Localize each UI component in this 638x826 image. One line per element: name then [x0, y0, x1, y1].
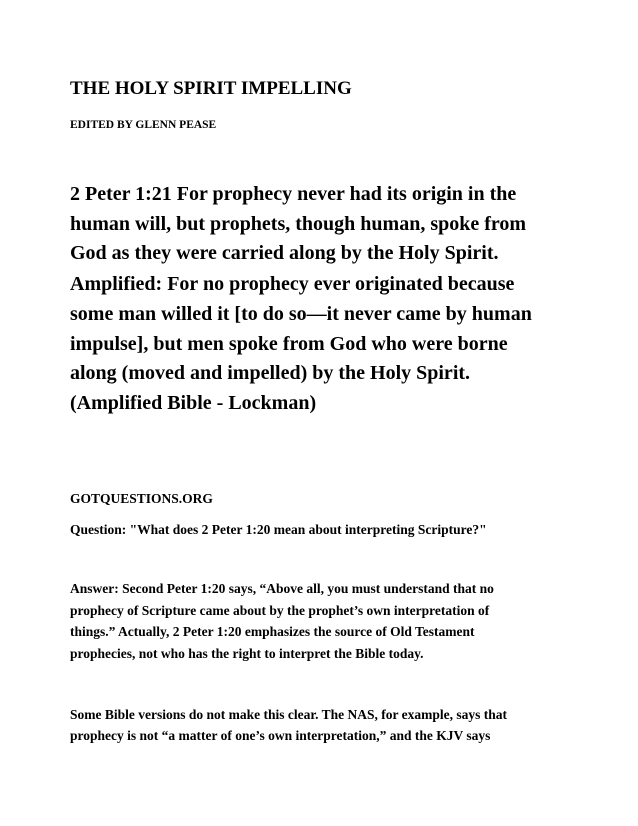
answer-line: prophecy of Scripture came about by the prophet’s own interpretation of: [70, 602, 490, 618]
amplified-line: Amplified: For no prophecy ever originated because: [70, 273, 515, 295]
body-line: Some Bible versions do not make this clear. The NAS, for example, says that: [70, 707, 508, 722]
question-text: Question: "What does 2 Peter 1:20 mean about interpreting Scripture?": [70, 522, 487, 537]
answer-line: Answer: Second Peter 1:20 says, “Above all, you must understand that no: [70, 581, 494, 596]
document-title: THE HOLY SPIRIT IMPELLING: [70, 78, 352, 99]
amplified-line: along (moved and impelled) by the Holy Spirit.: [70, 362, 471, 385]
body-line: prophecy is not “a matter of one’s own interpretation,” and the KJV says: [70, 728, 491, 743]
body-paragraph: [70, 704, 507, 746]
amplified-line: (Amplified Bible - Lockman): [70, 392, 317, 415]
verse-line: 2 Peter 1:21 For prophecy never had its origin in the: [70, 183, 517, 205]
amplified-line: some man willed it [to do so—it never came by human: [70, 302, 532, 325]
source-heading: GOTQUESTIONS.ORG: [70, 491, 213, 506]
amplified-line: impulse], but men spoke from God who were borne: [70, 332, 508, 355]
verse-line: human will, but prophets, though human, spoke from: [70, 212, 527, 235]
answer-line: prophecies, not who has the right to interpret the Bible today.: [70, 645, 424, 661]
answer-paragraph: [70, 578, 494, 664]
answer-line: things.” Actually, 2 Peter 1:20 emphasizes the source of Old Testament: [70, 624, 475, 639]
document-subtitle: EDITED BY GLENN PEASE: [70, 119, 217, 131]
amplified-paragraph: [70, 270, 532, 419]
verse-line: God as they were carried along by the Holy Spirit.: [70, 242, 499, 264]
verse-paragraph: [70, 180, 526, 269]
